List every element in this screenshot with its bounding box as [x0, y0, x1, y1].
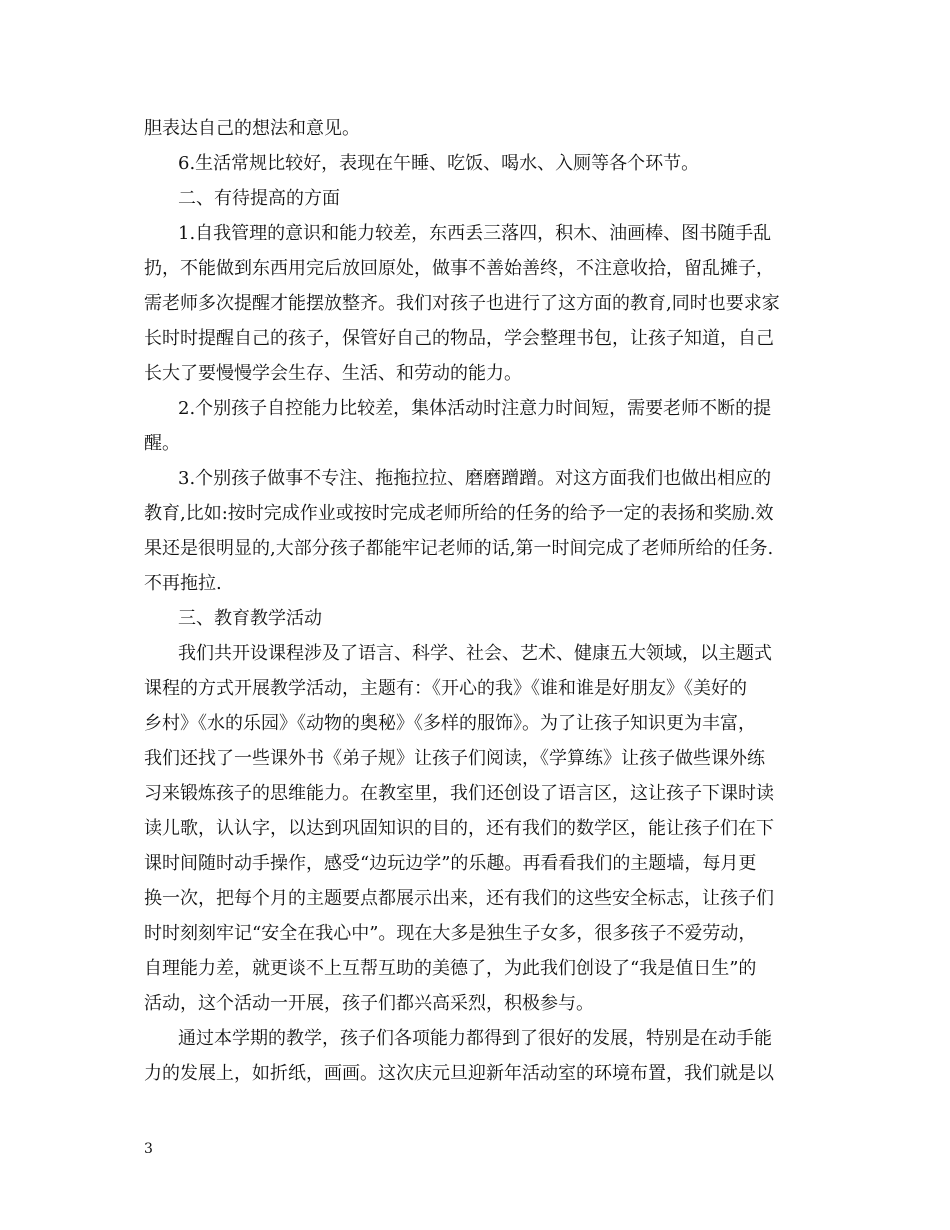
text-line: 1.自我管理的意识和能力较差，东西丢三落四，积木、油画棒、图书随手乱	[178, 223, 772, 244]
text-line: 通过本学期的教学，孩子们各项能力都得到了很好的发展，特别是在动手能	[178, 1028, 772, 1049]
text-line: 醒。	[144, 433, 180, 454]
text-line: 教育,比如:按时完成作业或按时完成老师所给的任务的给予一定的表扬和奖励.效	[144, 503, 774, 524]
text-line: 活动，这个活动一开展，孩子们都兴高采烈，积极参与。	[144, 993, 594, 1014]
section-heading: 三、教育教学活动	[178, 608, 322, 629]
text-line: 扔，不能做到东西用完后放回原处，做事不善始善终，不注意收拾，留乱摊子，	[144, 258, 774, 279]
text-line: 时时刻刻牢记“安全在我心中”。现在大多是独生子女多，很多孩子不爱劳动，	[144, 923, 757, 944]
text-line: 3.个别孩子做事不专注、拖拖拉拉、磨磨蹭蹭。对这方面我们也做出相应的	[178, 468, 772, 489]
text-line: 长大了要慢慢学会生存、生活、和劳动的能力。	[144, 363, 522, 384]
text-line: 长时时提醒自己的孩子，保管好自己的物品，学会整理书包，让孩子知道，自己	[144, 328, 774, 349]
text-line: 自理能力差，就更谈不上互帮互助的美德了，为此我们创设了“我是值日生”的	[144, 958, 757, 979]
text-line: 课时间随时动手操作，感受“边玩边学”的乐趣。再看看我们的主题墙，每月更	[144, 853, 757, 874]
text-line: 课程的方式开展教学活动，主题有：《开心的我》《谁和谁是好朋友》《美好的	[144, 678, 747, 699]
text-line: 换一次，把每个月的主题要点都展示出来，还有我们的这些安全标志，让孩子们	[144, 888, 774, 909]
text-line: 2.个别孩子自控能力比较差，集体活动时注意力时间短，需要老师不断的提	[178, 398, 772, 419]
text-line: 胆表达自己的想法和意见。	[144, 118, 360, 139]
text-line: 不再拖拉.	[144, 573, 222, 594]
text-line: 需老师多次提醒才能摆放整齐。我们对孩子也进行了这方面的教育,同时也要求家	[144, 293, 780, 314]
text-line: 乡村》《水的乐园》《动物的奥秘》《多样的服饰》。为了让孩子知识更为丰富，	[144, 713, 756, 734]
page-number: 3	[144, 1141, 153, 1157]
text-line: 果还是很明显的,大部分孩子都能牢记老师的话,第一时间完成了老师所给的任务.	[144, 538, 774, 559]
text-line: 读儿歌，认认字，以达到巩固知识的目的，还有我们的数学区，能让孩子们在下	[144, 818, 774, 839]
text-line: 力的发展上，如折纸，画画。这次庆元旦迎新年活动室的环境布置，我们就是以	[144, 1063, 774, 1084]
text-line: 我们还找了一些课外书《弟子规》让孩子们阅读，《学算练》让孩子做些课外练	[144, 748, 765, 769]
text-line: 我们共开设课程涉及了语言、科学、社会、艺术、健康五大领域，以主题式	[178, 643, 772, 664]
section-heading: 二、有待提高的方面	[178, 188, 340, 209]
text-line: 6.生活常规比较好，表现在午睡、吃饭、喝水、入厕等各个环节。	[178, 153, 700, 174]
text-line: 习来锻炼孩子的思维能力。在教室里，我们还创设了语言区，这让孩子下课时读	[144, 783, 774, 804]
